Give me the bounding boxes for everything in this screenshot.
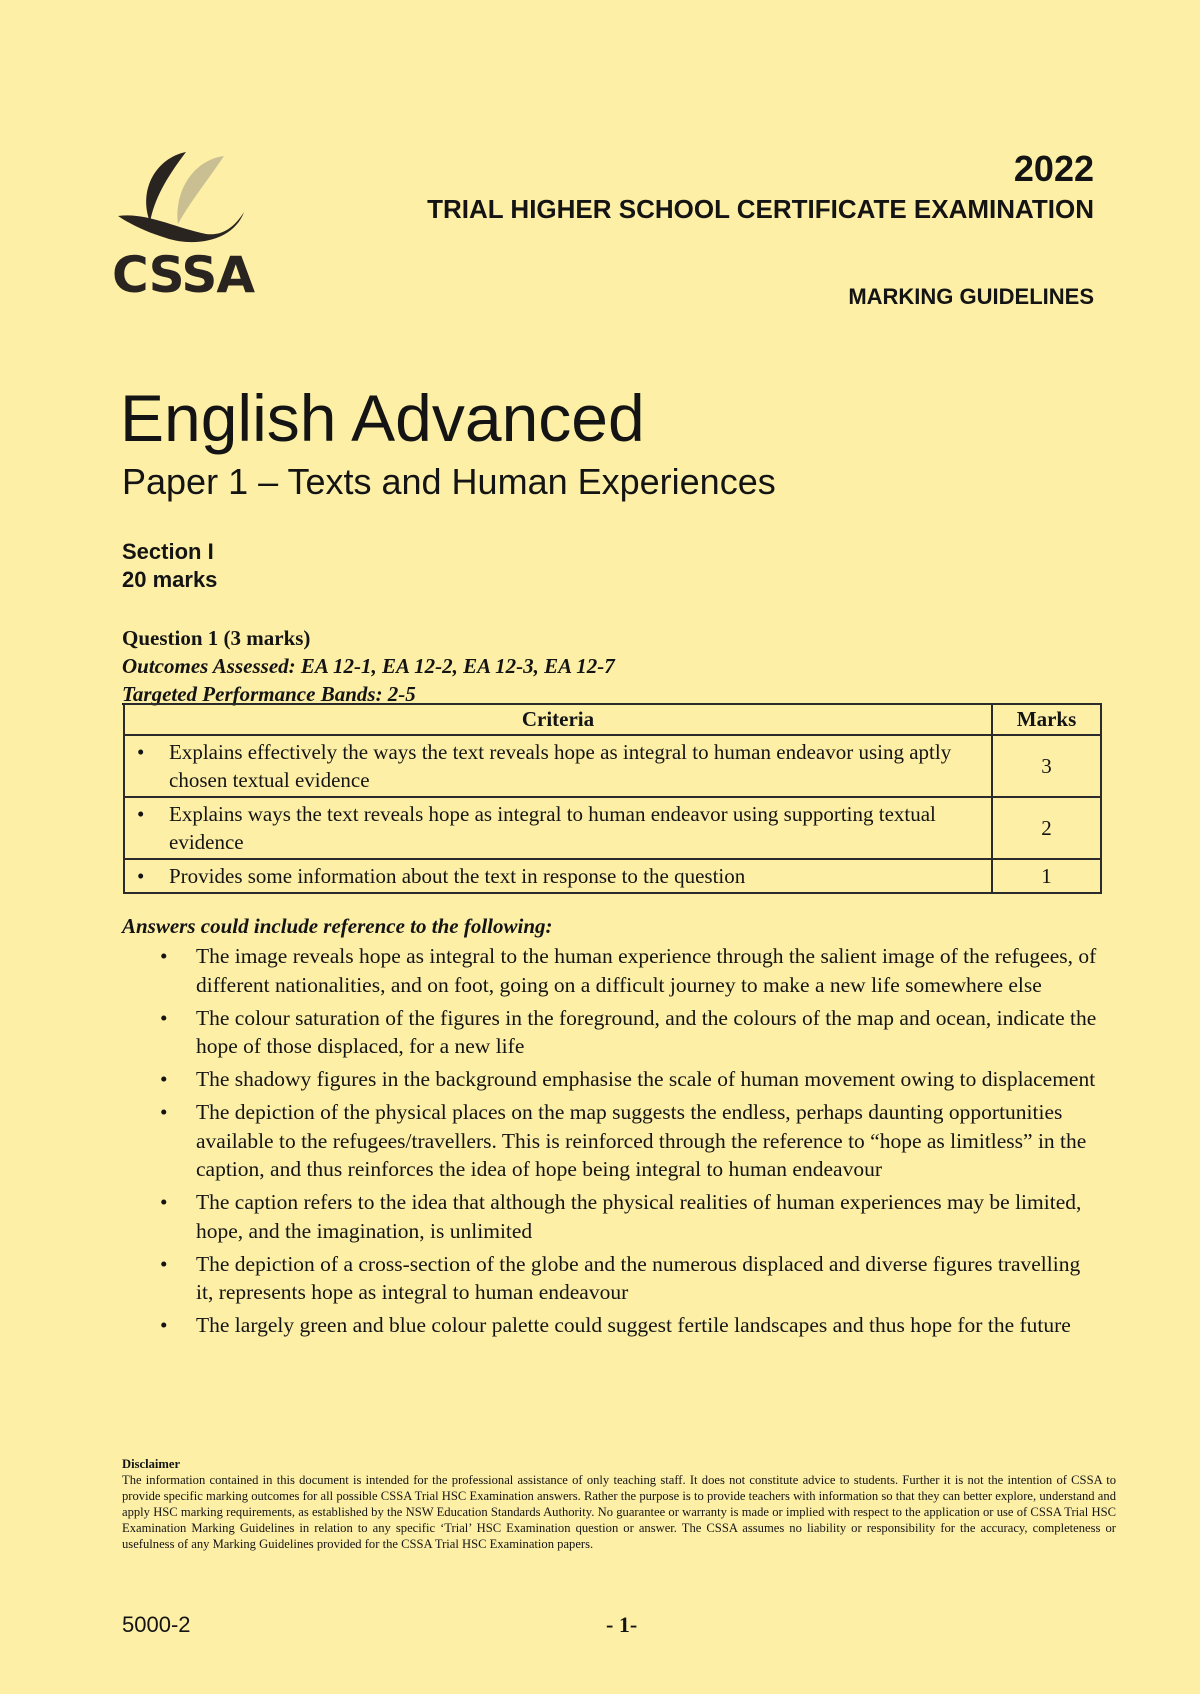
list-item [160,942,1100,999]
bullet-dot-icon: • [137,740,145,764]
criteria-text: Explains ways the text reveals hope as integral to human endeavor using supporting textual evidence [169,802,936,854]
bullet-dot-icon: • [160,1313,168,1337]
answer-text: The depiction of the physical places on the map suggests the endless, perhaps daunting opportunities available to the refugees/travellers. This is reinforced through the reference to “hope as limitless” in the caption, and thus reinforces the idea of hope being integral to human endeavour [196,1100,1087,1181]
bullet-dot-icon: • [160,1251,168,1276]
list-item [160,1098,1100,1184]
bullet-dot-icon: • [160,1190,168,1214]
paper-title: Paper 1 – Texts and Human Experiences [122,461,776,502]
disclaimer-text: The information contained in this document is intended for the professional assistance of only teaching staff. It does not constitute advice to students. Further it is not the intention of CSSA to provide specific marking outcomes for all possible CSSA Trial HSC Examination answers. Rather the purpose is to provide teachers with information so that they can better explore, understand and apply HSC marking requirements, as established by the NSW Education Standards Authority. No guarantee or warranty is made or implied with respect to the application or use of CSSA Trial HSC Examination Marking Guidelines in relation to any specific ‘Trial’ HSC Examination question or answer. The CSSA assumes no liability or responsibility for the accuracy, completeness or usefulness of any Marking Guidelines provided for the CSSA Trial HSC Examination papers. [122,1473,1116,1551]
section-name: Section I [122,539,214,564]
bullet-dot-icon: • [160,944,168,968]
paper-code: 5000-2 [122,1612,191,1637]
marks-column-header: Marks [992,704,1101,735]
cssa-logo-swoosh-icon [116,150,246,246]
performance-bands-value: : 2-5 [375,682,416,706]
criteria-table [123,703,1102,894]
disclaimer-title: Disclaimer [122,1457,181,1471]
bullet-dot-icon: • [160,1005,168,1030]
cssa-logo [112,150,255,304]
list-item [160,1311,1100,1340]
criteria-text: Provides some information about the text in response to the question [169,864,746,888]
criteria-cell [124,735,992,797]
criteria-column-header: Criteria [124,704,992,735]
criteria-text: Explains effectively the ways the text reveals hope as integral to human endeavor using aptly chosen textual evidence [169,740,952,792]
table-header-row [124,704,1101,735]
answer-text: The largely green and blue colour palette could suggest fertile landscapes and thus hope for the future [196,1313,1071,1337]
answers-heading: Answers could include reference to the following: [122,914,553,938]
list-item [160,1004,1100,1061]
bullet-dot-icon: • [137,802,145,826]
answer-text: The shadowy figures in the background emphasise the scale of human movement owing to displacement [196,1067,1096,1091]
table-row [124,735,1101,797]
performance-bands-label: Targeted Performance Bands [122,682,376,706]
exam-year: 2022 [1013,148,1094,189]
criteria-cell [124,859,992,893]
question-header [122,624,615,708]
logo-wordmark: CSSA [112,246,255,304]
answer-text: The caption refers to the idea that although the physical realities of human experiences may be limited, hope, and the imagination, is unlimited [196,1190,1082,1243]
list-item [160,1188,1100,1245]
document-type-label: MARKING GUIDELINES [848,284,1094,309]
criteria-cell [124,797,992,859]
answer-text: The image reveals hope as integral to the human experience through the salient image of the refugees, of different nationalities, and on foot, going on a difficult journey to make a new life somewhere else [196,944,1097,997]
bullet-dot-icon: • [160,1100,168,1124]
exam-title: TRIAL HIGHER SCHOOL CERTIFICATE EXAMINATION [427,194,1094,224]
bullet-dot-icon: • [160,1067,168,1091]
disclaimer [122,1456,1116,1552]
marks-cell: 1 [992,859,1101,893]
outcomes-assessed: Outcomes Assessed: EA 12-1, EA 12-2, EA 12-3, EA 12-7 [122,654,615,678]
list-item [160,1250,1100,1307]
table-row [124,797,1101,859]
subject-title: English Advanced [120,381,645,455]
table-row [124,859,1101,893]
answers-list [160,942,1100,1344]
answer-text: The depiction of a cross-section of the globe and the numerous displaced and diverse figures travelling it, represents hope as integral to human endeavour [196,1251,1081,1304]
page-number: - 1- [606,1612,638,1637]
marks-cell: 3 [992,735,1101,797]
marks-cell: 2 [992,797,1101,859]
answer-text: The colour saturation of the figures in the foreground, and the colours of the map and ocean, indicate the hope of those displaced, for a new life [196,1005,1097,1058]
bullet-dot-icon: • [137,864,145,888]
list-item [160,1065,1100,1094]
section-marks: 20 marks [122,567,218,592]
section-info [122,538,217,594]
question-title: Question 1 (3 marks) [122,626,311,650]
